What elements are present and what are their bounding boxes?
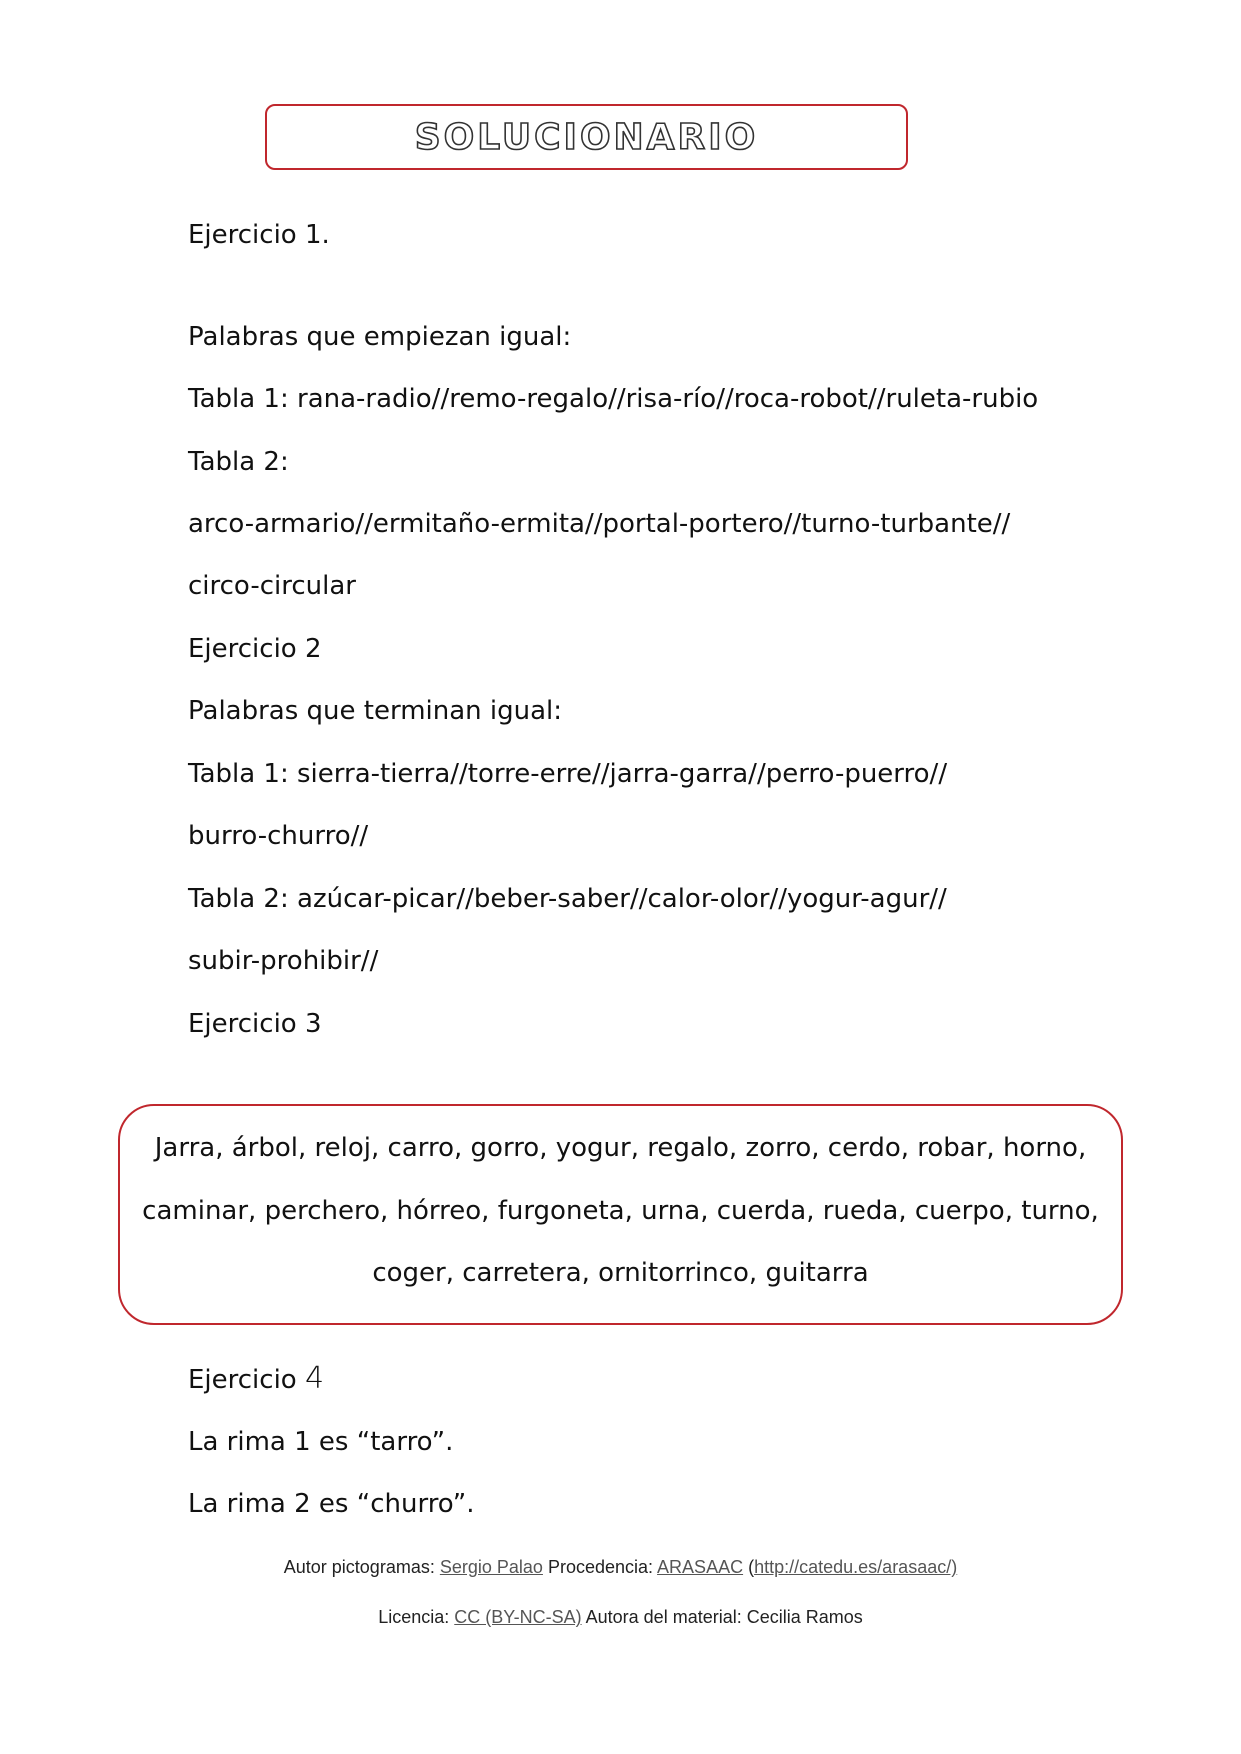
exercise2-tabla2-line2: subir-prohibir//	[188, 946, 379, 976]
exercise3-word-box	[118, 1104, 1123, 1325]
exercise1-tabla1-label: Tabla 1:	[188, 384, 289, 414]
autor-link[interactable]: Sergio Palao	[439, 1557, 543, 1577]
procedencia-link[interactable]: ARASAAC	[657, 1557, 744, 1577]
licencia-label: Licencia:	[378, 1607, 450, 1627]
exercise1-subheading: Palabras que empiezan igual:	[188, 322, 572, 352]
exercise1-tabla2-line1: arco-armario//ermitaño-ermita//portal-portero//turno-turbante//	[188, 509, 1011, 539]
exercise1-tabla1-answers: rana-radio//remo-regalo//risa-río//roca-robot//ruleta-rubio	[288, 384, 1039, 414]
exercise3-words-line3: coger, carretera, ornitorrinco, guitarra	[372, 1258, 869, 1288]
exercise2-tabla2	[188, 883, 947, 915]
credits-line2	[0, 1607, 1241, 1628]
exercise4-rima2: La rima 2 es “churro”.	[188, 1489, 475, 1519]
exercise2-tabla1-line1: sierra-tierra//torre-erre//jarra-garra//perro-puerro//	[288, 759, 948, 789]
credits-line1	[0, 1557, 1241, 1578]
exercise2-tabla1-label: Tabla 1:	[188, 759, 289, 789]
autor-label: Autor pictogramas:	[283, 1557, 435, 1577]
page-title: SOLUCIONARIO	[414, 116, 759, 158]
exercise1-tabla2-label: Tabla 2:	[188, 447, 289, 477]
exercise4-heading-number: 4	[304, 1361, 325, 1396]
exercise1-heading: Ejercicio 1.	[188, 220, 330, 250]
exercise3-words-line1: Jarra, árbol, reloj, carro, gorro, yogur, regalo, zorro, cerdo, robar, horno,	[154, 1133, 1087, 1163]
exercise4-rima1: La rima 1 es “tarro”.	[188, 1427, 454, 1457]
exercise1-tabla2-line2: circo-circular	[188, 571, 356, 601]
autora-name: Cecilia Ramos	[746, 1607, 863, 1627]
exercise4-heading	[188, 1363, 324, 1396]
exercise2-subheading: Palabras que terminan igual:	[188, 696, 563, 726]
exercise4-heading-word: Ejercicio	[188, 1365, 297, 1395]
procedencia-label: Procedencia:	[547, 1557, 654, 1577]
exercise1-tabla1	[188, 383, 1038, 415]
arasaac-url-link[interactable]: http://catedu.es/arasaac/)	[754, 1557, 958, 1577]
exercise2-tabla1-line2: burro-churro//	[188, 821, 369, 851]
title-box	[265, 104, 908, 170]
exercise3-heading: Ejercicio 3	[188, 1009, 322, 1039]
url-open-paren: (	[748, 1557, 755, 1577]
exercise2-tabla2-line1: azúcar-picar//beber-saber//calor-olor//yogur-agur//	[288, 884, 947, 914]
exercise2-heading: Ejercicio 2	[188, 634, 322, 664]
exercise2-tabla1	[188, 758, 947, 790]
licencia-link[interactable]: CC (BY-NC-SA)	[454, 1607, 582, 1627]
exercise2-tabla2-label: Tabla 2:	[188, 884, 289, 914]
exercise3-words-line2: caminar, perchero, hórreo, furgoneta, urna, cuerda, rueda, cuerpo, turno,	[142, 1196, 1099, 1226]
autora-label: Autora del material:	[585, 1607, 742, 1627]
